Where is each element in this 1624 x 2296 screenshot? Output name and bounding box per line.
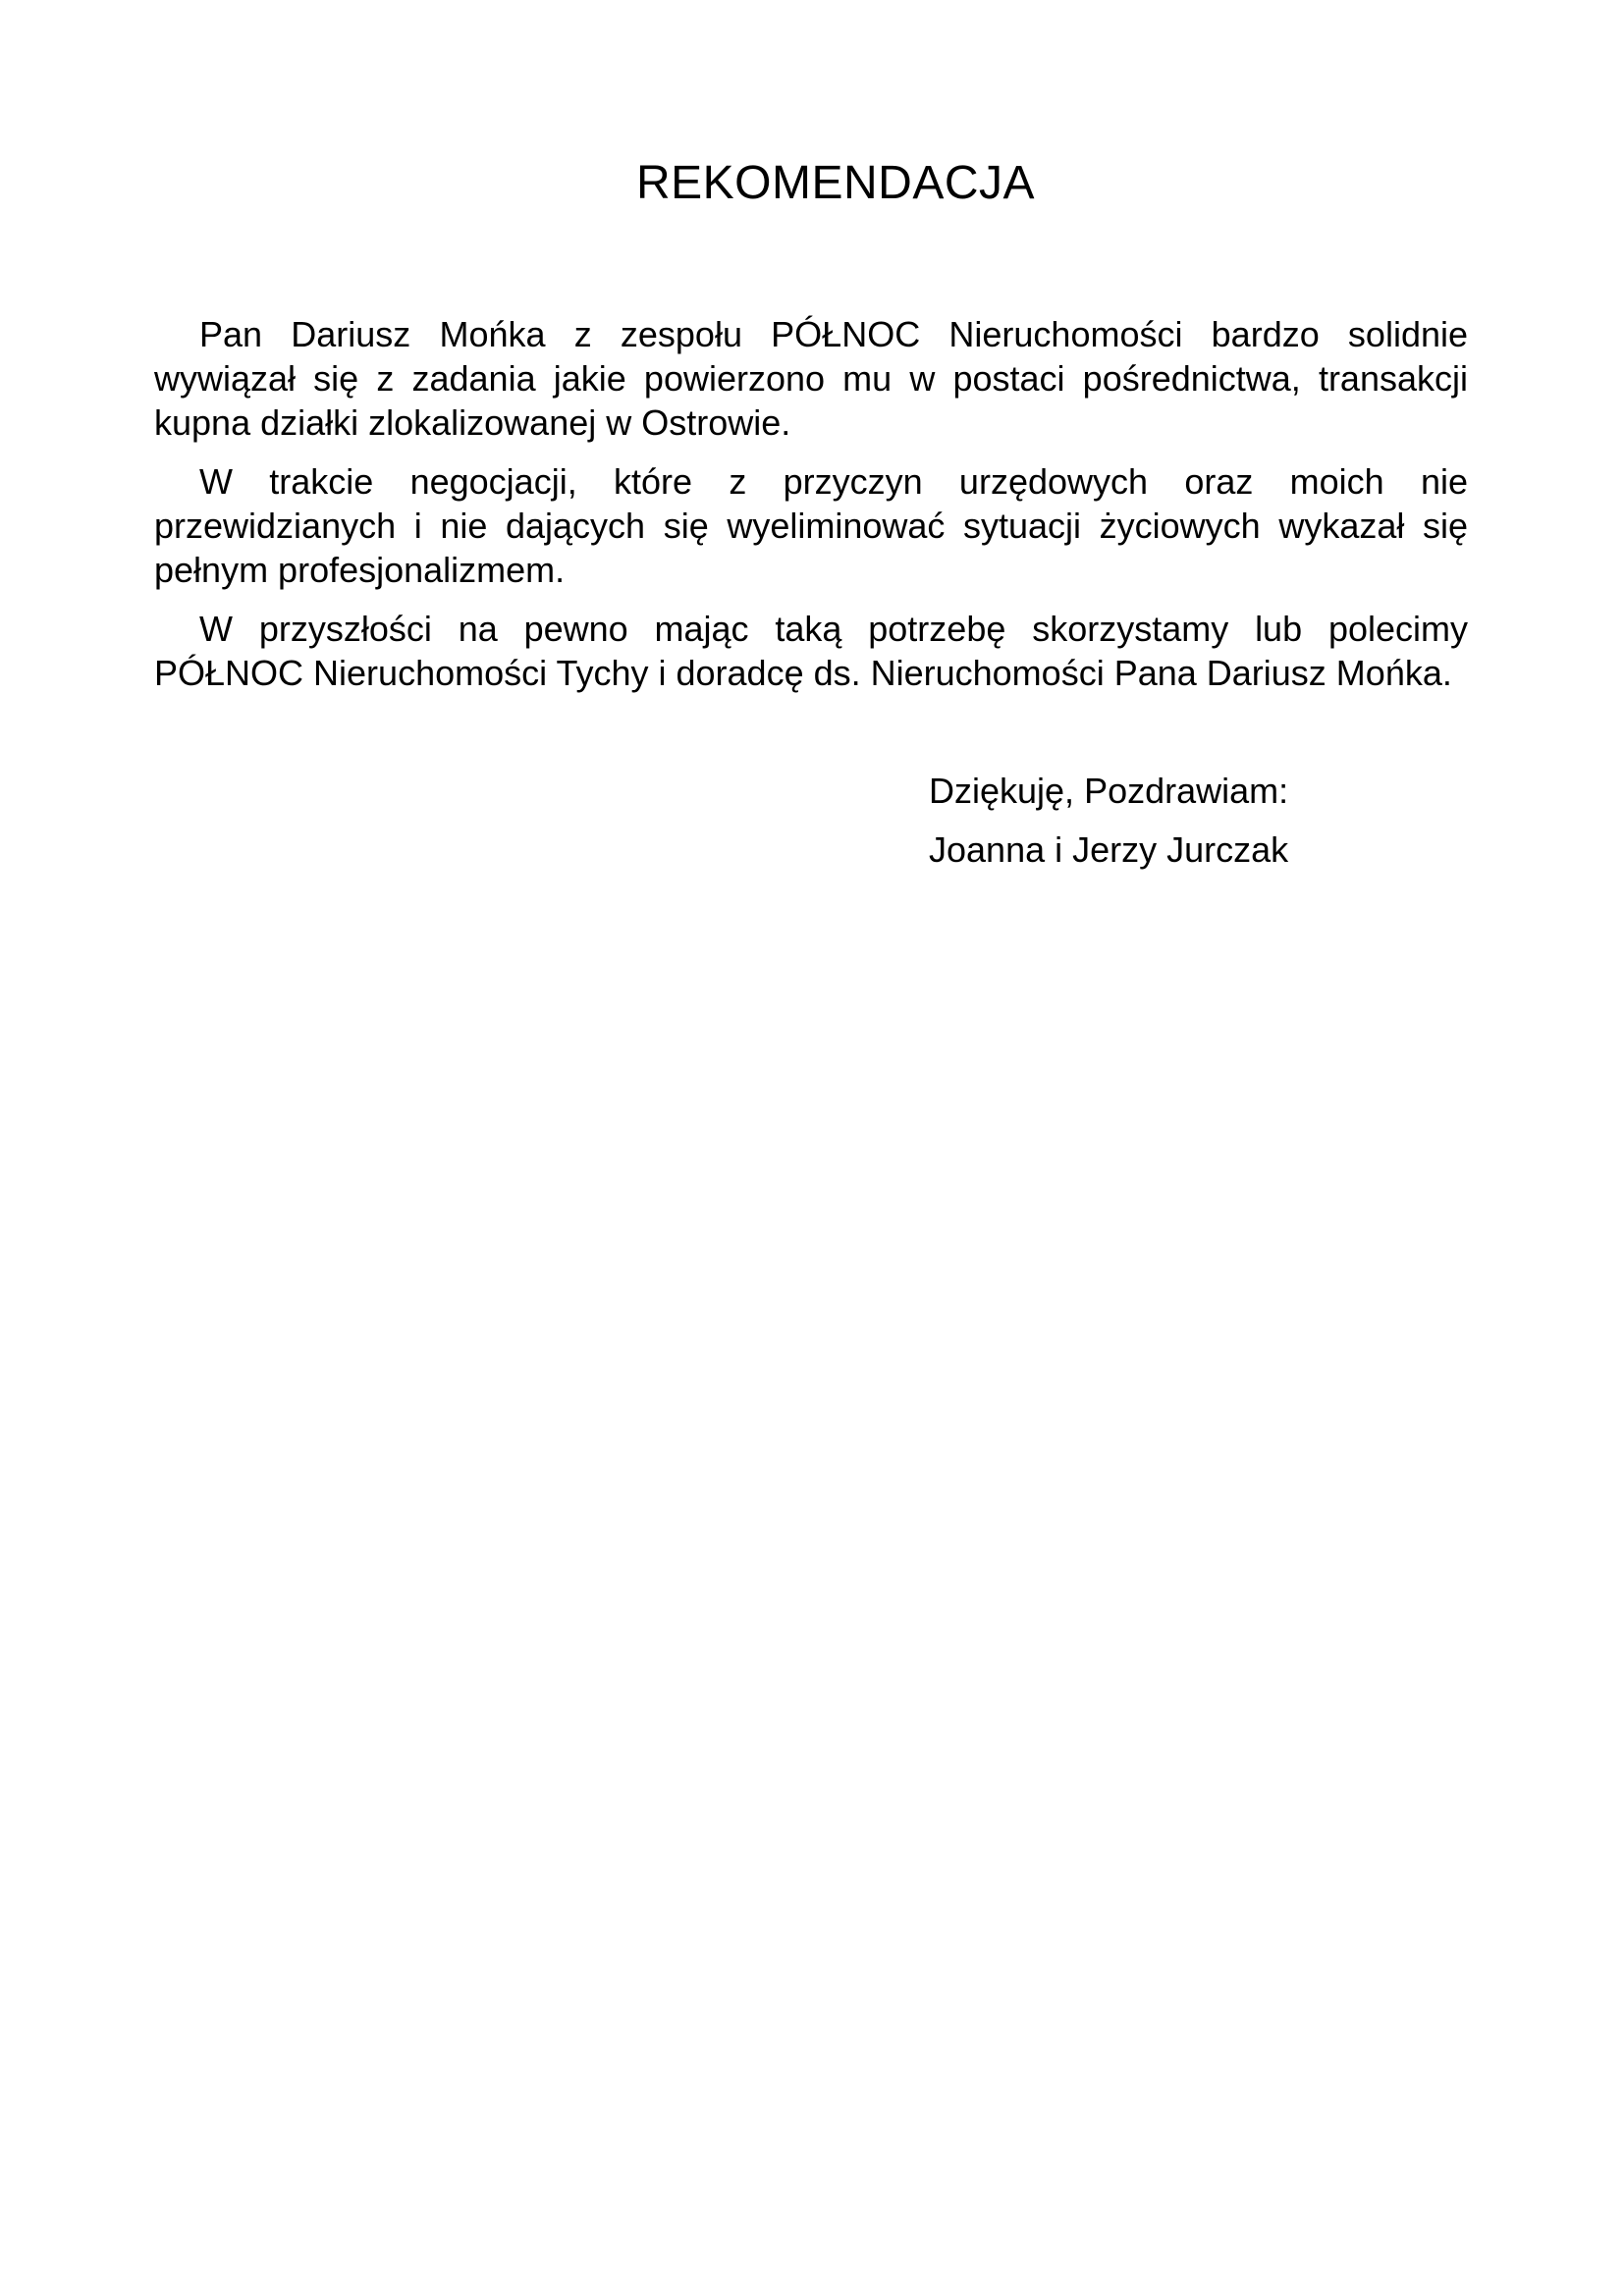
signatories: Joanna i Jerzy Jurczak [929, 829, 1289, 870]
paragraph-1: Pan Dariusz Mońka z zespołu PÓŁNOC Nieruchomości bardzo solidnie wywiązał się z zadania jakie powierzono mu w postaci pośrednictwa, transakcji kupna działki zlokalizowanej w Ostrowie. [154, 314, 1468, 443]
letter-body [154, 312, 1468, 710]
document-title: REKOMENDACJA [635, 157, 1036, 209]
paragraph-3: W przyszłości na pewno mając taką potrzebę skorzystamy lub polecimy PÓŁNOC Nieruchomości Tychy i doradcę ds. Nieruchomości Pana Dariusz Mońka. [154, 609, 1468, 693]
closing-greeting: Dziękuję, Pozdrawiam: [929, 771, 1289, 811]
paragraph-2: W trakcie negocjacji, które z przyczyn urzędowych oraz moich nie przewidzianych i nie dających się wyeliminować sytuacji życiowych wykazał się pełnym profesjonalizmem. [154, 461, 1468, 590]
closing-block [929, 769, 1420, 886]
